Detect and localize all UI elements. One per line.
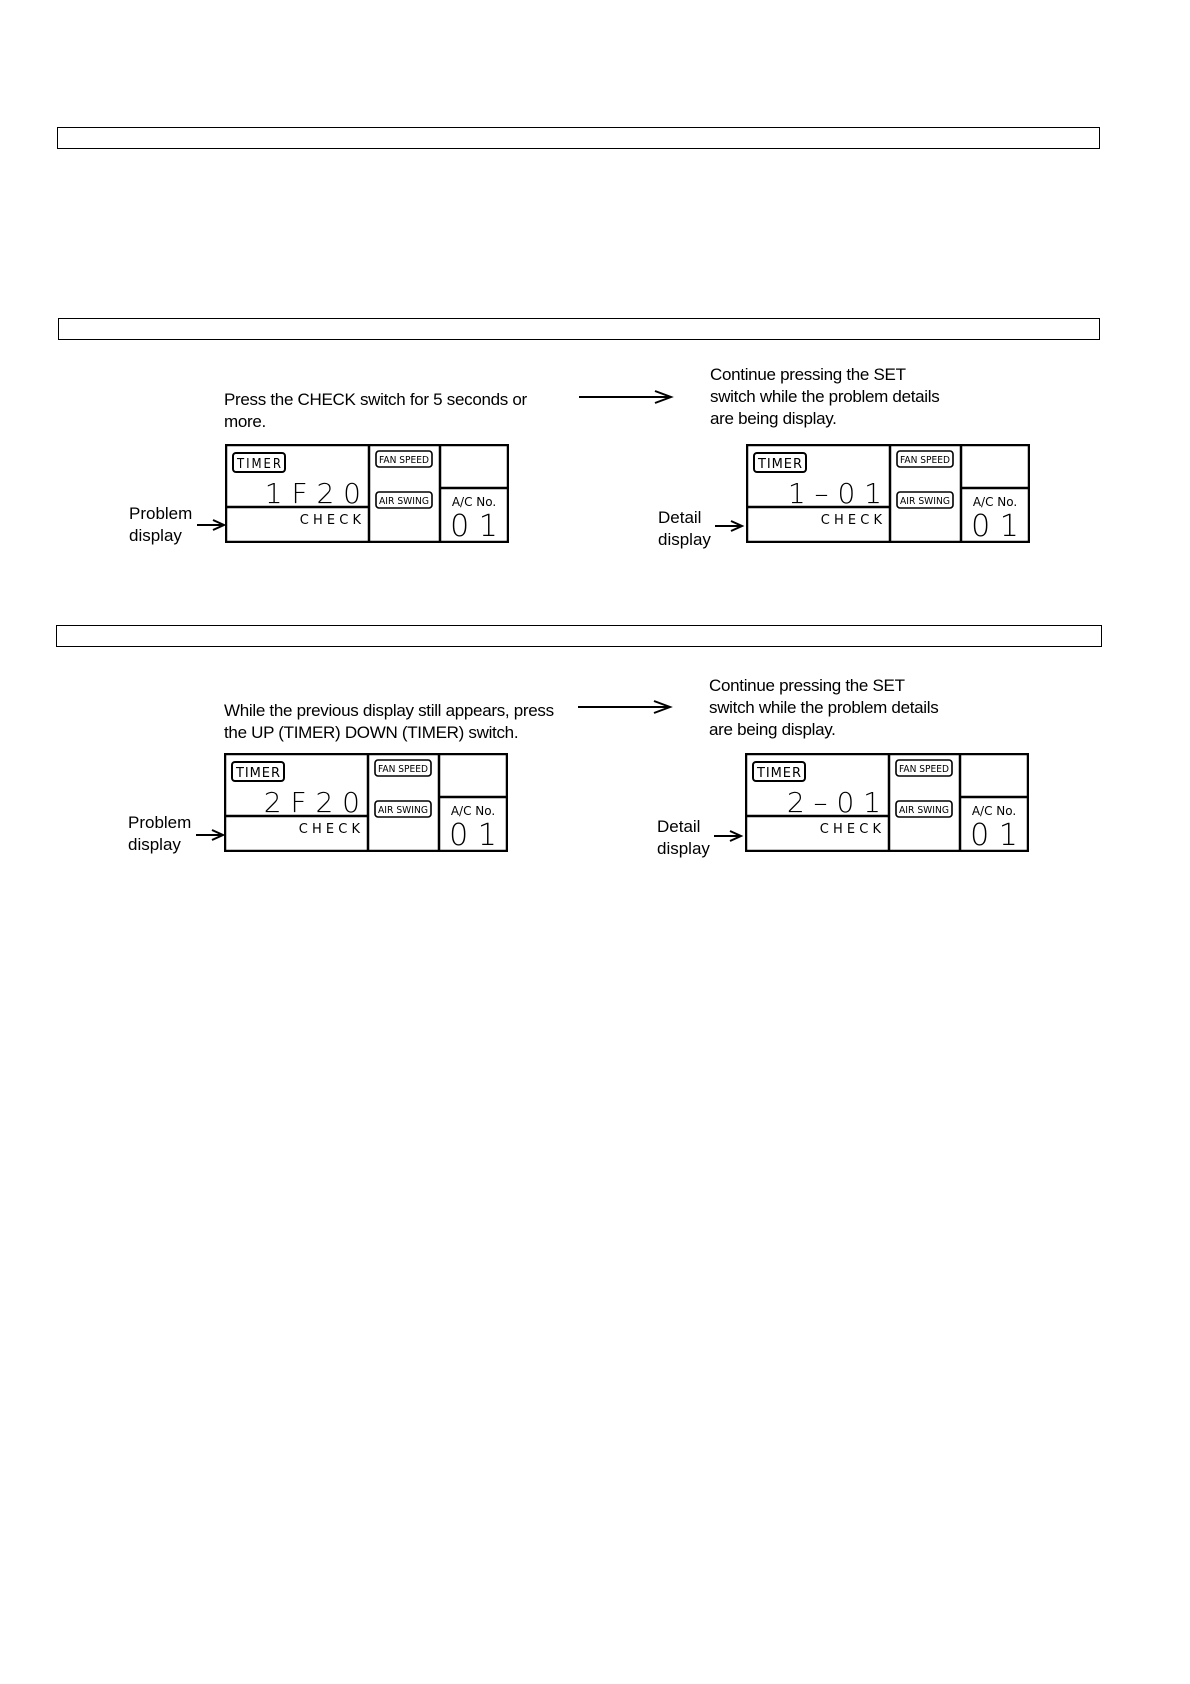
step2-instruction-left: While the previous display still appears, press the UP (TIMER) DOWN (TIMER) switch. — [224, 701, 554, 742]
header-box-3 — [56, 625, 1102, 647]
air-swing-label: AIR SWING — [900, 496, 950, 507]
step1-flow-arrow — [577, 389, 677, 405]
air-swing-label: AIR SWING — [379, 496, 429, 507]
step2-flow-arrow — [576, 699, 676, 715]
main-code: 1 F 2 0 — [264, 477, 361, 510]
step2-problem-label-line2: display — [128, 835, 181, 854]
check-label: C H E C K — [299, 513, 361, 528]
step2-detail-display-panel — [745, 753, 1029, 852]
step1-detail-label-line2: display — [658, 530, 711, 549]
ac-no-label: A/C No. — [450, 804, 496, 818]
fan-speed-label: FAN SPEED — [899, 764, 950, 775]
step2-instruction-right: Continue pressing the SET switch while the problem details are being display. — [709, 676, 939, 739]
timer-label: T I M E R — [236, 766, 280, 781]
step1-detail-display-panel — [746, 444, 1030, 543]
step1-problem-arrow — [195, 518, 227, 532]
header-box-2 — [58, 318, 1100, 340]
step2-problem-display-panel — [224, 753, 508, 852]
ac-no-label: A/C No. — [972, 495, 1018, 509]
step2-problem-arrow — [194, 828, 226, 842]
step1-problem-display-panel — [225, 444, 509, 543]
step2-detail-arrow — [712, 829, 744, 843]
ac-no-value: 0 1 — [970, 818, 1018, 852]
step2-problem-label-line1: Problem — [128, 813, 192, 832]
step1-instruction-right: Continue pressing the SET switch while the problem details are being display. — [710, 365, 940, 428]
header-box-1 — [57, 127, 1100, 149]
step1-detail-arrow — [713, 519, 745, 533]
main-code: 2 – 0 1 — [786, 786, 881, 819]
step1-instruction-left: Press the CHECK switch for 5 seconds or more. — [224, 390, 527, 431]
ac-no-value: 0 1 — [449, 818, 497, 852]
check-label: C H E C K — [819, 822, 881, 837]
timer-label: T I M E R — [237, 457, 281, 472]
step1-detail-label-line1: Detail — [658, 508, 702, 527]
ac-no-label: A/C No. — [451, 495, 497, 509]
step1-problem-label-line1: Problem — [129, 504, 193, 523]
step1-problem-label-line2: display — [129, 526, 182, 545]
ac-no-value: 0 1 — [450, 509, 498, 543]
ac-no-label: A/C No. — [971, 804, 1017, 818]
check-label: C H E C K — [298, 822, 360, 837]
fan-speed-label: FAN SPEED — [379, 455, 430, 466]
main-code: 2 F 2 0 — [263, 786, 360, 819]
fan-speed-label: FAN SPEED — [378, 764, 429, 775]
timer-label: T I M E R — [758, 457, 802, 472]
step2-detail-label-line2: display — [657, 839, 710, 858]
air-swing-label: AIR SWING — [378, 805, 428, 816]
fan-speed-label: FAN SPEED — [900, 455, 951, 466]
check-label: C H E C K — [820, 513, 882, 528]
timer-label: T I M E R — [757, 766, 801, 781]
air-swing-label: AIR SWING — [899, 805, 949, 816]
ac-no-value: 0 1 — [971, 509, 1019, 543]
main-code: 1 – 0 1 — [787, 477, 882, 510]
step2-detail-label-line1: Detail — [657, 817, 701, 836]
